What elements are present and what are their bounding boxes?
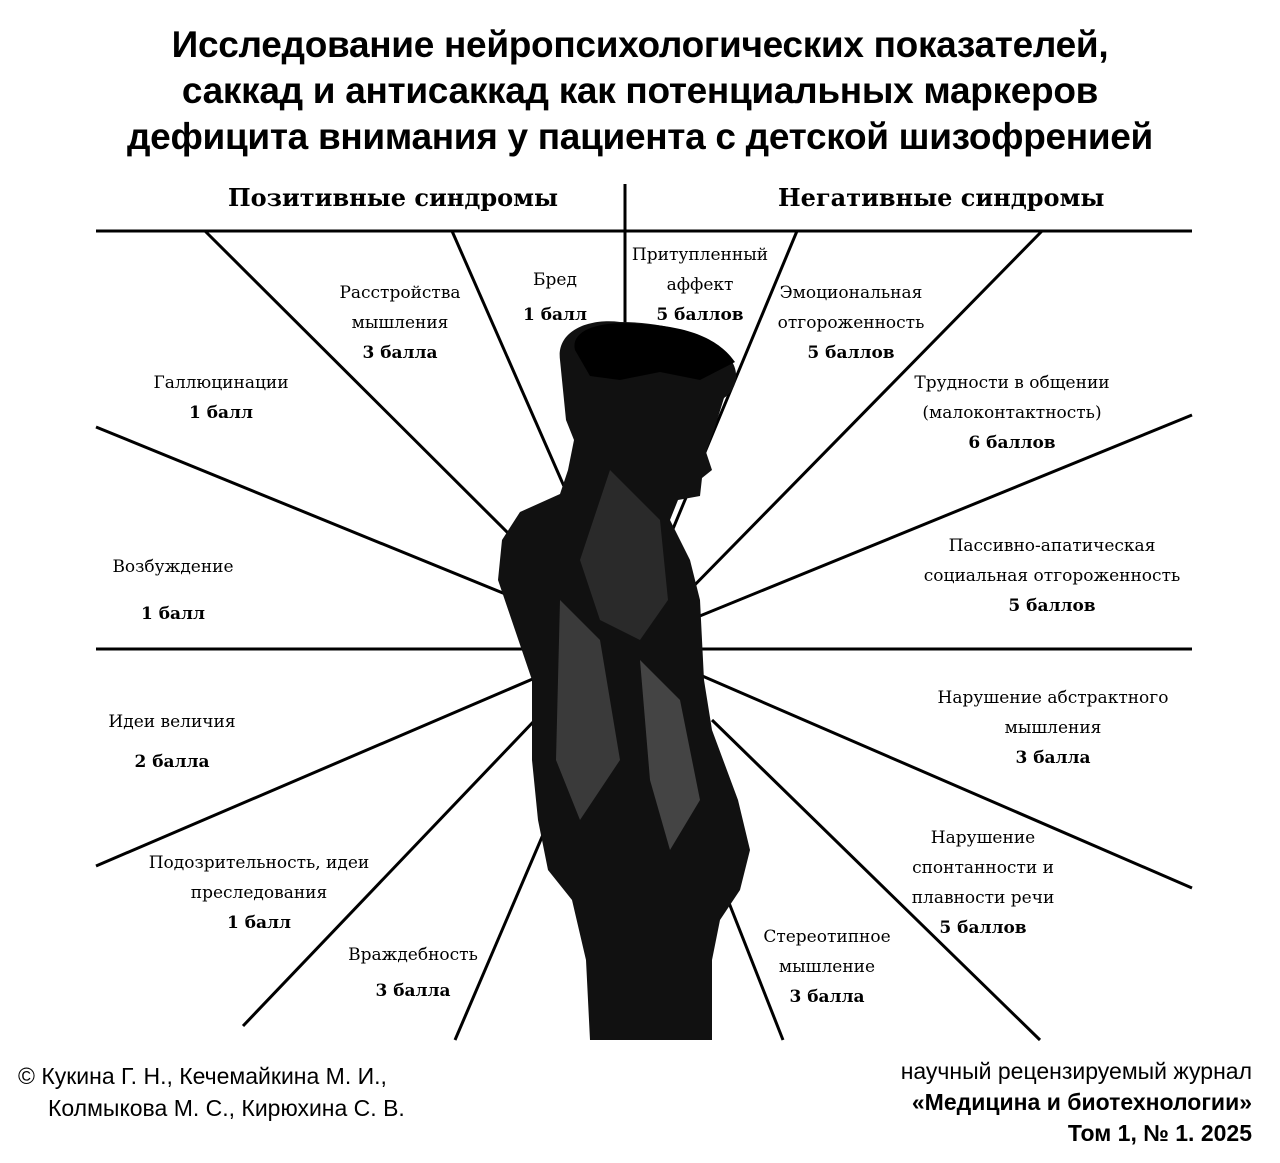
syndrome-label [348,937,478,1009]
syndrome-score: 1 балл [522,305,588,325]
syndrome-label [620,240,780,330]
syndrome-label [912,531,1192,621]
authors-line: Колмыкова М. С., Кирюхина С. В. [48,1095,405,1121]
syndrome-name: Расстройства мышления [339,283,461,333]
syndrome-name: Трудности в общении (малоконтактность) [914,373,1110,423]
page-title [0,22,1280,160]
syndrome-score: 3 балла [1015,748,1091,768]
journal-info [901,1056,1252,1149]
authors [18,1060,405,1124]
syndrome-name: Идеи величия [108,712,236,732]
syndrome-name: Нарушение спонтанности и плавности речи [911,828,1055,908]
negative-syndromes-heading: Негативные синдромы [778,183,1105,212]
syndrome-name: Эмоциональная отгороженность [777,283,925,333]
syndrome-score: 5 баллов [807,343,895,363]
syndrome-label [144,848,374,938]
syndrome-name: Стереотипное мышление [763,927,891,977]
journal-name: «Медицина и биотехнологии» [911,1089,1252,1115]
title-line: саккад и антисаккад как потенциальных маркеров [181,70,1099,111]
syndrome-label [898,823,1068,943]
syndrome-score: 2 балла [134,752,210,772]
syndrome-score: 5 баллов [1008,596,1096,616]
syndrome-label [325,278,475,368]
syndrome-label [108,702,235,782]
positive-syndromes-heading: Позитивные синдромы [228,183,559,212]
syndrome-label [752,922,902,1012]
syndrome-name: Пассивно-апатическая социальная отгороженность [923,536,1181,586]
syndrome-name: Бред [533,270,577,290]
syndrome-score: 3 балла [375,981,451,1001]
syndrome-score: 1 балл [226,913,292,933]
syndrome-label [153,368,288,428]
syndrome-name: Подозрительность, идеи преследования [148,853,370,903]
journal-type: научный рецензируемый журнал [900,1058,1252,1084]
syndrome-name: Галлюцинации [153,373,289,393]
title-line: Исследование нейропсихологических показателей, [171,24,1109,65]
syndrome-name: Возбуждение [112,557,234,577]
syndrome-score: 1 балл [188,403,254,423]
syndrome-name: Притупленный аффект [631,245,769,295]
syndrome-score: 5 баллов [939,918,1027,938]
authors-line: © Кукина Г. Н., Кечемайкина М. И., [18,1063,387,1089]
journal-issue: Том 1, № 1. 2025 [1067,1120,1252,1146]
syndrome-label [902,368,1122,458]
syndrome-name: Враждебность [348,945,478,965]
syndrome-score: 1 балл [140,604,206,624]
title-line: дефицита внимания у пациента с детской шизофренией [126,116,1154,157]
syndrome-name: Нарушение абстрактного мышления [937,688,1169,738]
syndrome-label [523,263,587,333]
syndrome-score: 6 баллов [968,433,1056,453]
syndrome-score: 3 балла [789,987,865,1007]
syndrome-label [112,544,233,638]
syndrome-label [933,683,1173,773]
syndrome-label [771,278,931,368]
syndrome-score: 5 баллов [656,305,744,325]
syndrome-score: 3 балла [362,343,438,363]
